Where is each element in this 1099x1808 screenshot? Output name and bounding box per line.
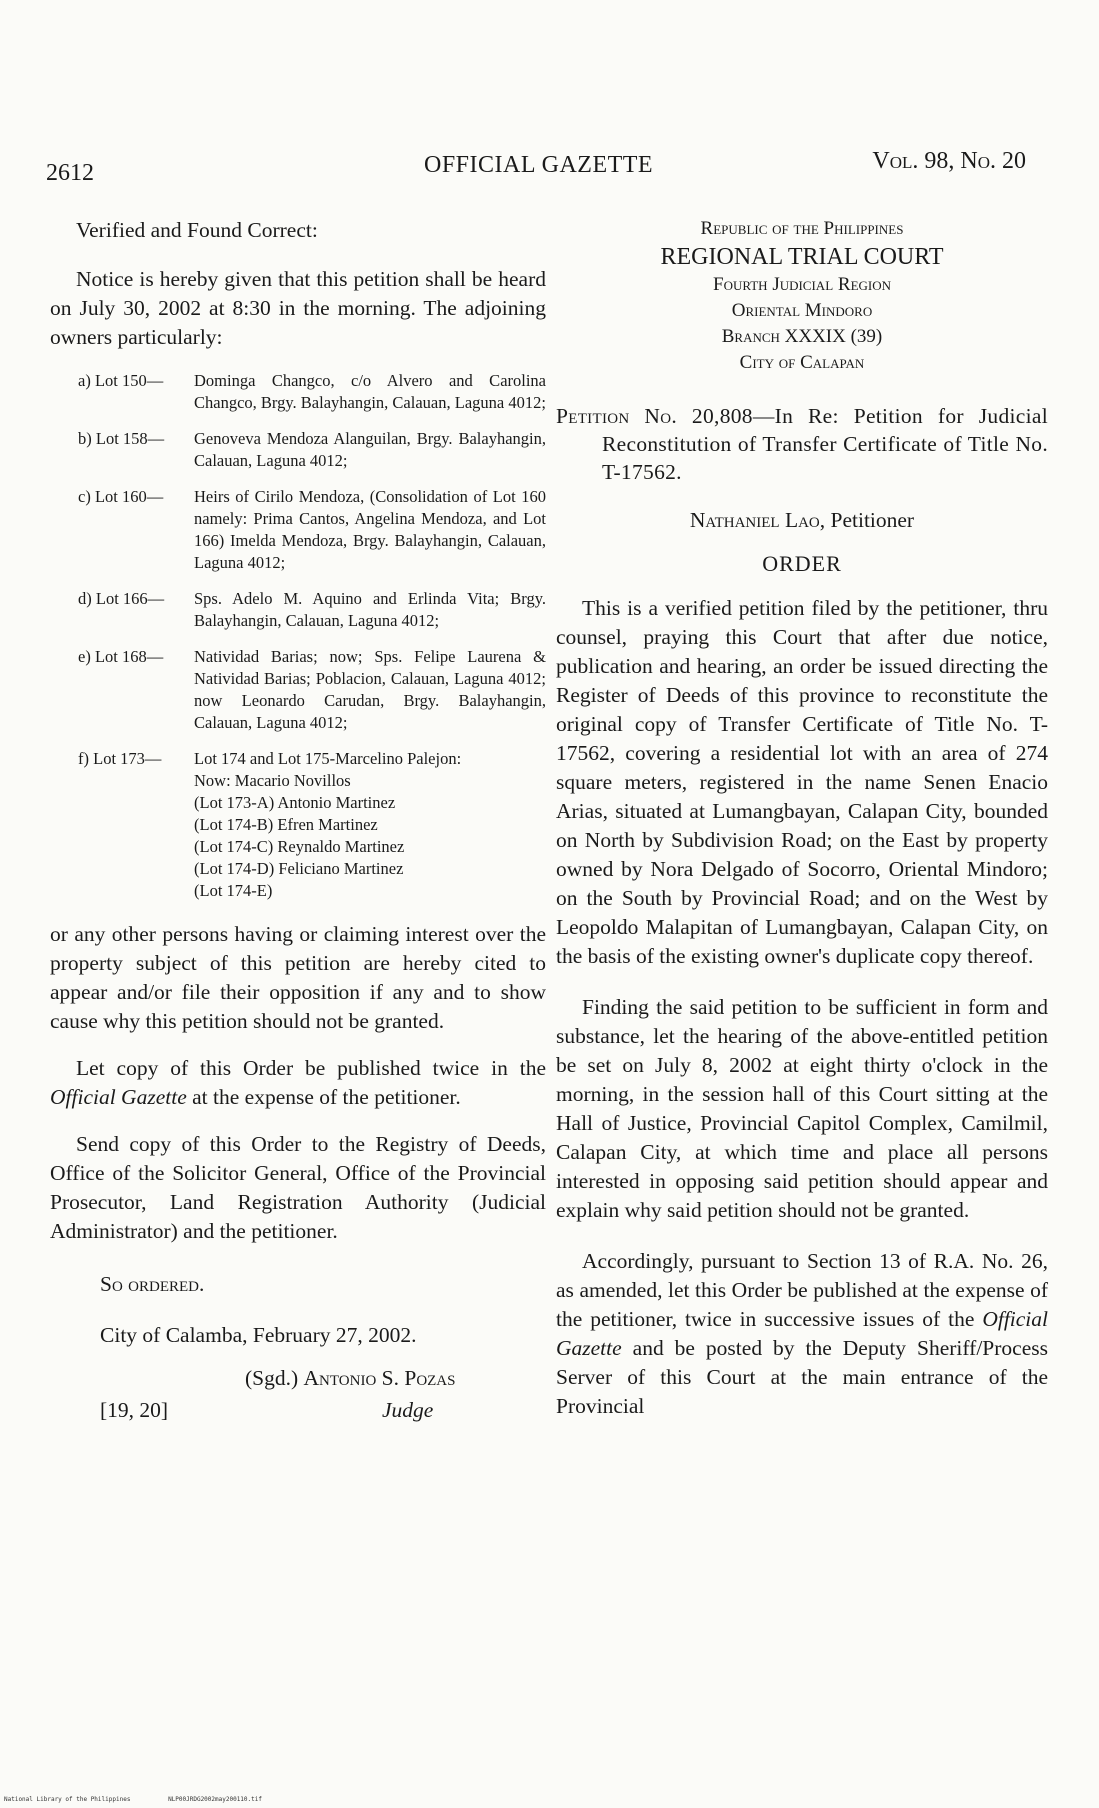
lot-owner-line: Natividad Barias; now; Sps. Felipe Laurena & Natividad Barias; Poblacion, Calauan, Laguna 4012; now Leonardo Carudan, Brgy. Balayhangin, Calauan, Laguna 4012; xyxy=(194,647,546,732)
file-name: NLP00JRDG2002may200110.tif xyxy=(168,1796,262,1803)
court-name: REGIONAL TRIAL COURT xyxy=(660,244,944,270)
petitioner-role: Petitioner xyxy=(825,508,915,532)
volume-number: Vol. 98, No. 20 xyxy=(872,148,1026,174)
adjoining-owners-list xyxy=(78,370,546,902)
petitioner-line xyxy=(556,506,1048,535)
lot-owner-line: Genoveva Mendoza Alanguilan, Brgy. Balayhangin, Calauan, Laguna 4012; xyxy=(194,429,546,470)
lot-owner-line: Dominga Changco, c/o Alvero and Carolina Changco, Brgy. Balayhangin, Calauan, Laguna 4012; xyxy=(194,371,546,412)
lot-number: d) Lot 166— xyxy=(78,589,165,608)
lot-number: f) Lot 173— xyxy=(78,749,162,768)
order-heading: ORDER xyxy=(762,551,842,576)
lot-owners xyxy=(194,646,546,734)
lot-entry xyxy=(78,428,546,472)
region-line: Fourth Judicial Region xyxy=(713,274,891,295)
lot-number: a) Lot 150— xyxy=(78,371,164,390)
lot-owner-line: Heirs of Cirilo Mendoza, (Consolidation of Lot 160 namely: Prima Cantos, Angelina Mendoza, and Lot 166) Imelda Mendoza, Brgy. Balayhangin, Calauan, Laguna 4012; xyxy=(194,487,546,572)
order-paragraph-2: Finding the said petition to be sufficient in form and substance, let the hearing of the above-entitled petition be set on July 8, 2002 at eight thirty o'clock in the morning, in the session hall of this Court sitting at the Hall of Justice, Provincial Capitol Complex, Camilmil, Calapan City, at which time and place all persons interested in opposing said petition should appear and explain why said petition should not be granted. xyxy=(556,995,1048,1222)
publish-text-pre: Let copy of this Order be published twice in the xyxy=(76,1056,546,1080)
page-header xyxy=(46,148,1026,188)
republic-line: Republic of the Philippines xyxy=(700,218,904,239)
branch-line: Branch XXXIX (39) xyxy=(721,326,883,347)
publication-title: OFFICIAL GAZETTE xyxy=(424,152,654,178)
verified-line: Verified and Found Correct: xyxy=(76,218,318,242)
lot-owners xyxy=(194,428,546,472)
lot-owner-line: (Lot 173-A) Antonio Martinez xyxy=(194,793,396,812)
so-ordered: So ordered. xyxy=(100,1272,205,1296)
lot-owner-line: Now: Macario Novillos xyxy=(194,771,351,790)
right-column xyxy=(556,216,1048,1421)
lot-entry xyxy=(78,370,546,414)
city-date: City of Calamba, February 27, 2002. xyxy=(100,1323,417,1347)
sgd-label: (Sgd.) xyxy=(245,1366,304,1390)
lot-owners xyxy=(194,588,546,632)
issue-numbers: [19, 20] xyxy=(100,1398,169,1422)
lot-owner-line: Lot 174 and Lot 175-Marcelino Palejon: xyxy=(194,749,462,768)
lot-number: e) Lot 168— xyxy=(78,647,164,666)
petition-text: 20,808—In Re: Petition for Judicial Reconstitution of Transfer Certificate of Title No. T-17562. xyxy=(602,404,1049,484)
para3-text-pre: Accordingly, pursuant to Section 13 of R.A. No. 26, as amended, let this Order be published at the expense of the petitioner, twice in successive issues of the xyxy=(556,1249,1048,1331)
gazette-name-2: Official Gazette xyxy=(556,1307,1048,1360)
lot-entry xyxy=(78,646,546,734)
scan-footer xyxy=(4,1796,296,1803)
petitioner-name: Nathaniel Lao, xyxy=(689,508,826,532)
signature xyxy=(245,1364,455,1393)
lot-owners xyxy=(194,486,546,574)
court-caption xyxy=(556,216,1048,376)
order-paragraph-1: This is a verified petition filed by the petitioner, thru counsel, praying this Court that after due notice, publication and hearing, an order be issued directing the Register of Deeds of this province to reconstitute the original copy of Transfer Certificate of Title No. T-17562, covering a residential lot with an area of 274 square meters, registered in the name Senen Enacio Arias, situated at Lumangbayan, Calapan City, bounded on North by Subdivision Road; on the East by property owned by Nora Delgado of Socorro, Oriental Mindoro; on the South by Provincial Road; and on the West by Leopoldo Malapitan of Lumangbayan, Calapan City, on the basis of the existing owner's duplicate copy thereof. xyxy=(556,596,1048,968)
lot-owner-line: Sps. Adelo M. Aquino and Erlinda Vita; Brgy. Balayhangin, Calauan, Laguna 4012; xyxy=(194,589,546,630)
lot-owners xyxy=(194,370,546,414)
persons-cited-paragraph: or any other persons having or claiming interest over the property subject of this petition are hereby cited to appear and/or file their opposition if any and to show cause why this petition should not be granted. xyxy=(50,922,546,1033)
lot-entry xyxy=(78,486,546,574)
signature-block xyxy=(50,1364,546,1434)
lot-owners xyxy=(194,748,546,902)
lot-owner-line: (Lot 174-D) Feliciano Martinez xyxy=(194,859,404,878)
hearing-notice: Notice is hereby given that this petition shall be heard on July 30, 2002 at 8:30 in the morning. The adjoining owners particularly: xyxy=(50,267,546,349)
left-column xyxy=(50,216,546,1434)
lot-entry xyxy=(78,748,546,902)
signatory-name: Antonio S. Pozas xyxy=(303,1366,456,1390)
publish-text-post: at the expense of the petitioner. xyxy=(186,1085,461,1109)
library-credit: National Library of the Philippines xyxy=(4,1796,131,1803)
lot-number: b) Lot 158— xyxy=(78,429,165,448)
province-line: Oriental Mindoro xyxy=(731,300,873,321)
petition-title xyxy=(556,402,1048,486)
lot-owner-line: (Lot 174-C) Reynaldo Martinez xyxy=(194,837,405,856)
petition-label: Petition No. xyxy=(556,404,678,428)
page-number: 2612 xyxy=(46,160,94,186)
city-line: City of Calapan xyxy=(739,352,865,373)
para3-text-post: and be posted by the Deputy Sheriff/Process Server of this Court at the main entrance of the Provincial xyxy=(556,1336,1048,1418)
publication-paragraph xyxy=(50,1054,546,1112)
order-paragraph-3 xyxy=(556,1247,1048,1421)
lot-number: c) Lot 160— xyxy=(78,487,164,506)
send-copy-paragraph: Send copy of this Order to the Registry of Deeds, Office of the Solicitor General, Office of the Provincial Prosecutor, Land Registration Authority (Judicial Administrator) and the petitioner. xyxy=(50,1132,546,1243)
lot-owner-line: (Lot 174-E) xyxy=(194,881,273,900)
lot-entry xyxy=(78,588,546,632)
lot-owner-line: (Lot 174-B) Efren Martinez xyxy=(194,815,378,834)
gazette-name: Official Gazette xyxy=(50,1085,187,1109)
signatory-title: Judge xyxy=(382,1398,434,1422)
